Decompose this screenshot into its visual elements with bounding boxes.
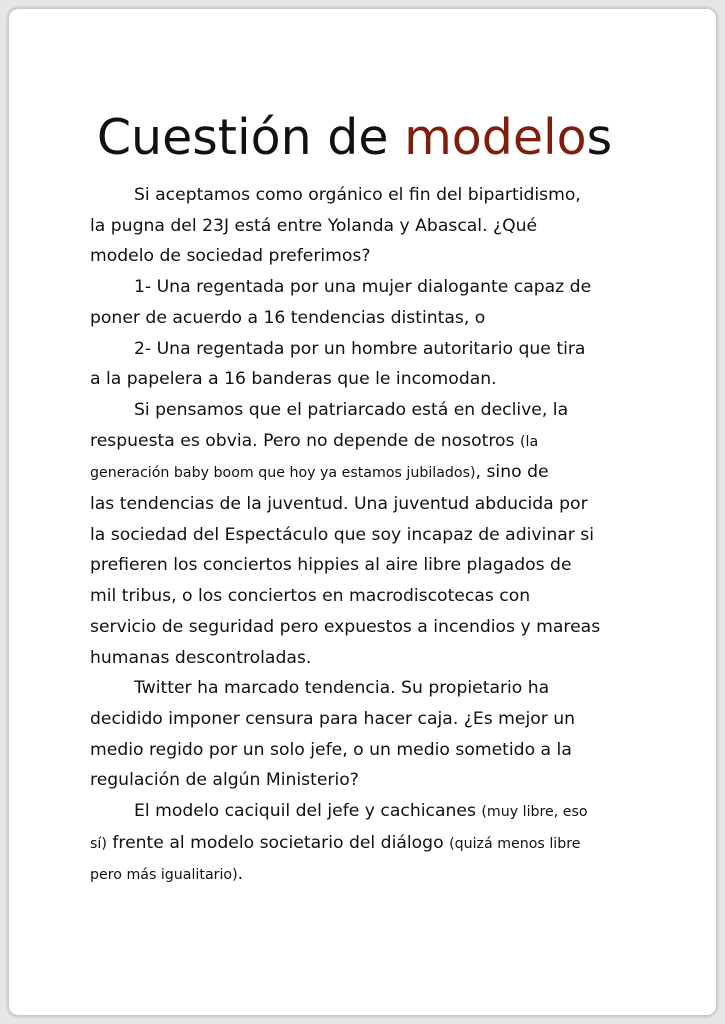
text-line: humanas descontroladas. — [90, 647, 312, 668]
title-accent-word: modelo — [404, 109, 587, 166]
title-part-3: s — [586, 109, 613, 166]
text-line: la sociedad del Espectáculo que soy incapaz de adivinar si — [90, 524, 595, 545]
text-line — [90, 457, 625, 489]
text-run: frente al modelo societario del diálogo — [106, 832, 450, 853]
aside-text: (muy libre, eso — [481, 804, 588, 821]
paragraph-6 — [90, 796, 625, 891]
aside-text: (la — [519, 433, 539, 450]
text-line: modelo de sociedad preferimos? — [90, 246, 371, 267]
aside-text: pero más igualitario) — [90, 867, 238, 884]
aside-text: sí) — [90, 835, 107, 852]
text-line: poner de acuerdo a 16 tendencias distintas, o — [90, 307, 486, 328]
paragraph-5 — [90, 673, 625, 796]
title-part-1: Cuestión de — [96, 109, 405, 166]
text-line: Si pensamos que el patriarcado está en declive, la — [134, 399, 569, 420]
text-line: 2- Una regentada por un hombre autoritario que tira — [134, 338, 586, 359]
text-line: a la papelera a 16 banderas que le incomodan. — [90, 369, 497, 390]
text-line: Twitter ha marcado tendencia. Su propietario ha — [134, 678, 550, 699]
text-line: mil tribus, o los conciertos en macrodiscotecas con — [90, 586, 531, 607]
text-run: respuesta es obvia. Pero no depende de nosotros — [90, 430, 520, 451]
text-line — [90, 828, 625, 860]
text-line: medio regido por un solo jefe, o un medio sometido a la — [90, 739, 572, 760]
page-title — [0, 108, 717, 168]
paragraph-3 — [90, 334, 625, 395]
text-line: Si aceptamos como orgánico el fin del bipartidismo, — [134, 185, 581, 205]
text-line: prefieren los conciertos hippies al aire libre plagados de — [90, 555, 572, 576]
text-line: 1- Una regentada por una mujer dialogante capaz de — [134, 277, 592, 298]
paragraph-2 — [90, 272, 625, 333]
aside-text: (quizá menos libre — [449, 835, 581, 852]
text-line: la pugna del 23J está entre Yolanda y Abascal. ¿Qué — [90, 215, 538, 236]
paragraph-1 — [90, 180, 625, 272]
text-run: El modelo caciquil del jefe y cachicanes — [134, 801, 482, 822]
paragraph-4 — [90, 395, 625, 673]
text-line: decidido imponer censura para hacer caja. ¿Es mejor un — [90, 708, 576, 729]
text-line — [90, 426, 625, 458]
text-run: , sino de — [475, 462, 549, 483]
text-run: . — [237, 864, 244, 885]
text-line — [90, 796, 625, 828]
text-line: las tendencias de la juventud. Una juventud abducida por — [90, 494, 588, 515]
text-line: regulación de algún Ministerio? — [90, 770, 359, 791]
text-line — [90, 859, 625, 891]
article-body — [90, 180, 625, 891]
text-line: servicio de seguridad pero expuestos a incendios y mareas — [90, 616, 601, 637]
aside-text: generación baby boom que hoy ya estamos jubilados) — [90, 465, 476, 482]
